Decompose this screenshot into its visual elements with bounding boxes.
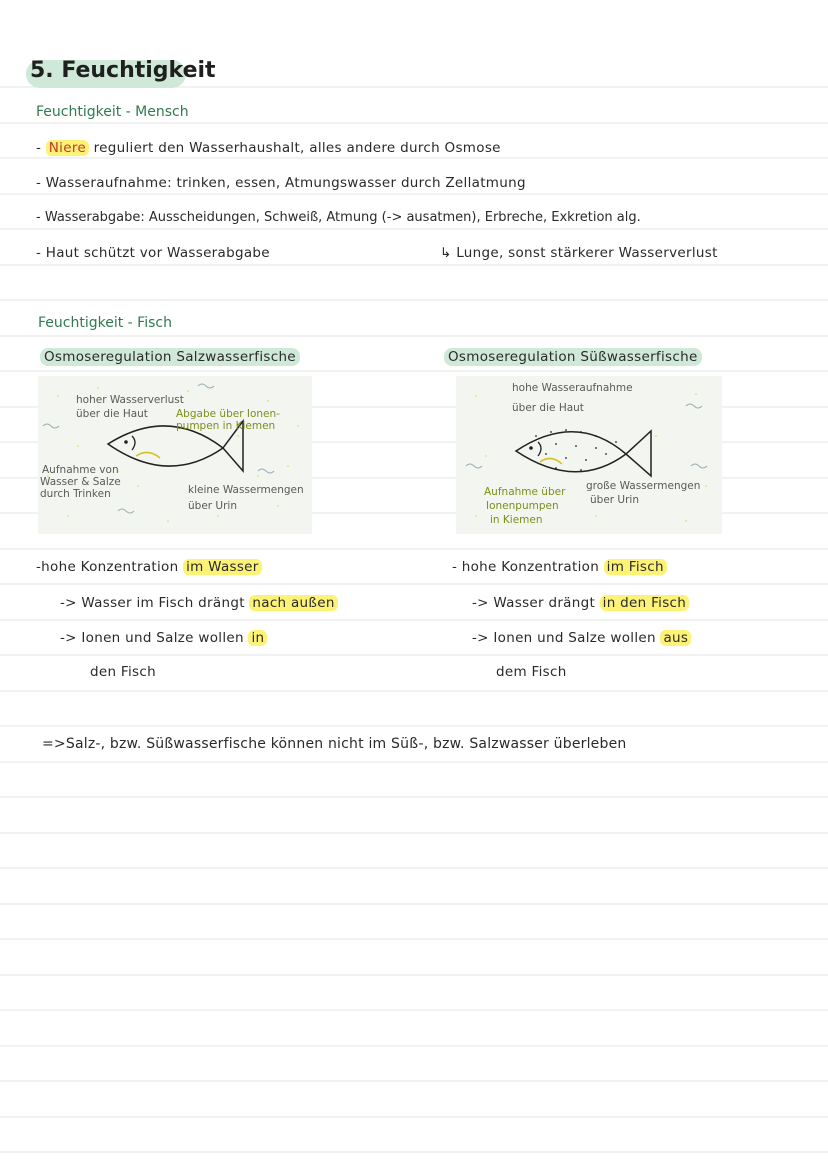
suess-label-aufnahme-1: hohe Wasseraufnahme [512, 382, 633, 394]
salz-p3-text: -> Ionen und Salze wollen [60, 630, 244, 646]
salz-label-aufnahme-2: Wasser & Salze [40, 476, 121, 488]
suess-label-ionen-1: Aufnahme über [484, 486, 566, 498]
salz-p1-highlight: im Wasser [183, 559, 262, 575]
suess-point-3 [472, 630, 691, 646]
suess-title: Osmoseregulation Süßwasserfische [444, 348, 702, 366]
salz-p2-text: -> Wasser im Fisch drängt [60, 595, 245, 611]
salz-p2-highlight: nach außen [249, 595, 337, 611]
page-title: 5. Feuchtigkeit [30, 58, 216, 83]
salz-p3-highlight: in [248, 630, 267, 646]
mensch-line-1 [36, 140, 501, 156]
suess-label-ionen-3: in Kiemen [490, 514, 543, 526]
suess-p2-highlight: in den Fisch [600, 595, 689, 611]
line1-rest: reguliert den Wasserhaushalt, alles andere durch Osmose [93, 140, 501, 156]
suess-p1-highlight: im Fisch [604, 559, 667, 575]
suess-point-2 [472, 595, 689, 611]
suess-p1-text: - hohe Konzentration [452, 559, 600, 575]
suess-p2-text: -> Wasser drängt [472, 595, 596, 611]
suess-diagram-box [456, 376, 722, 534]
mensch-line-3: - Wasserabgabe: Ausscheidungen, Schweiß, Atmung (-> ausatmen), Erbreche, Exkretion alg. [36, 210, 641, 225]
suess-label-urin-1: große Wassermengen [586, 480, 701, 492]
salz-label-verlust-2: über die Haut [76, 408, 148, 420]
line1-prefix: - [36, 140, 42, 156]
mensch-line-4b: ↳ Lunge, sonst stärkerer Wasserverlust [440, 245, 718, 261]
mensch-line-4: - Haut schützt vor Wasserabgabe [36, 245, 270, 261]
salz-point-1 [36, 559, 262, 575]
mensch-line-2: - Wasseraufnahme: trinken, essen, Atmungswasser durch Zellatmung [36, 175, 526, 191]
conclusion: =>Salz-, bzw. Süßwasserfische können nicht im Süß-, bzw. Salzwasser überleben [42, 736, 627, 752]
suess-p3-text: -> Ionen und Salze wollen [472, 630, 656, 646]
salz-title: Osmoseregulation Salzwasserfische [40, 348, 300, 366]
salz-label-aufnahme-3: durch Trinken [40, 488, 111, 500]
suess-point-4: dem Fisch [496, 664, 567, 680]
suess-p3-highlight: aus [660, 630, 691, 646]
fisch-heading: Feuchtigkeit - Fisch [38, 315, 172, 331]
salz-fish-eye [124, 440, 128, 444]
suess-label-aufnahme-2: über die Haut [512, 402, 584, 414]
salz-point-2 [60, 595, 338, 611]
salz-p1-text: -hohe Konzentration [36, 559, 179, 575]
niere-highlight: Niere [46, 140, 89, 156]
suess-label-ionen-2: Ionenpumpen [486, 500, 559, 512]
mensch-heading: Feuchtigkeit - Mensch [36, 104, 189, 120]
salz-diagram-box [38, 376, 312, 534]
suess-fish-eye [529, 446, 533, 450]
salz-point-3 [60, 630, 267, 646]
salz-label-verlust-1: hoher Wasserverlust [76, 394, 184, 406]
salz-label-abgabe-2: pumpen in Kiemen [176, 420, 276, 432]
salz-label-urin-2: über Urin [188, 500, 238, 512]
suess-fish-outline [516, 431, 651, 476]
salz-label-aufnahme-1: Aufnahme von [42, 464, 119, 476]
salz-label-urin-1: kleine Wassermengen [188, 484, 304, 496]
suess-label-urin-2: über Urin [590, 494, 640, 506]
salz-point-4: den Fisch [90, 664, 156, 680]
salz-label-abgabe-1: Abgabe über Ionen- [176, 408, 280, 420]
suess-point-1 [452, 559, 667, 575]
